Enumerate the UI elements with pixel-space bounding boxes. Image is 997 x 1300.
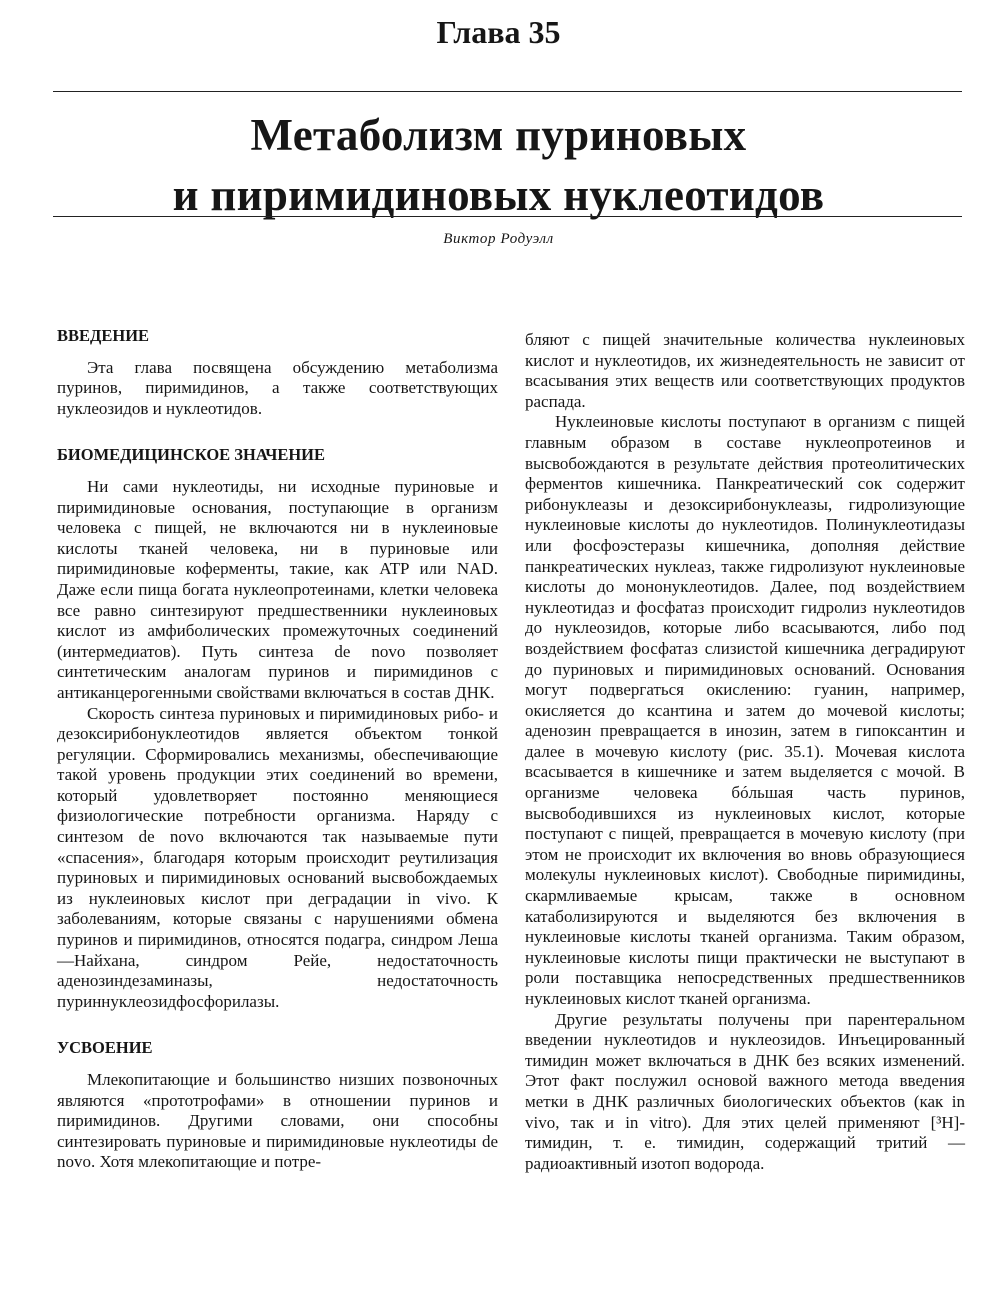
section-heading-biomedical: БИОМЕДИЦИНСКОЕ ЗНАЧЕНИЕ <box>57 445 326 465</box>
absorption-paragraph-2: Нуклеиновые кислоты поступают в организм с пищей главным образом в составе нуклеопротеинов и высвобождаются в результате действия протеолитических ферментов кишечника. Панкреатический сок содержит рибонуклеазы и дезоксирибонуклеазы, гидролизующие нуклеиновые кислоты до нуклеотидов. Полинуклеотидазы или фосфоэстеразы кишечника, дополняя действие панкреатических нуклеаз, также гидролизуют нуклеиновые кислоты до мононуклеотидов. Далее, под воздействием нуклеотидаз и фосфатаз происходит гидролиз нуклеотидов до нуклеозидов, которые либо всасываются, либо под воздействием фосфатаз слизистой кишечника деградируют до пуриновых и пиримидиновых оснований. Основания могут подвергаться окислению: гуанин, например, окисляется до ксантина и затем до мочевой кислоты; аденозин превращается в инозин, затем в гипоксантин и далее в мочевую кислоту (рис. 35.1). Мочевая кислота всасывается в кишечнике и затем выделяется с мочой. В организме человека бóльшая часть пуринов, высвободившихся из нуклеиновых кислот, которые поступают с пищей, превращается в мочевую кислоту (при этом не происходит их включения во вновь образующиеся молекулы нуклеиновых кислот). Свободные пиримидины, скармливаемые крысам, также в основном катаболизируются и выделяются без включения в нуклеиновые кислоты тканей организма. Таким образом, нуклеиновые кислоты пищи практически не выступают в роли поставщика непосредственных предшественников нуклеиновых кислот тканей организма. <box>525 412 965 1008</box>
top-divider <box>53 91 962 92</box>
left-column <box>57 326 498 1173</box>
absorption-paragraph-1-continued: бляют с пищей значительные количества нуклеиновых кислот и нуклеотидов, их жизнедеятельность не зависит от всасывания этих веществ или соответствующих продуктов распада. <box>525 330 965 411</box>
biomedical-paragraph-2: Скорость синтеза пуриновых и пиримидиновых рибо- и дезоксирибонуклеотидов является объектом тонкой регуляции. Сформировались механизмы, обеспечивающие такой уровень продукции этих соединений во времени, который удовлетворяет постоянно меняющиеся физиологические потребности организма. Наряду с синтезом de novo включаются так называемые пути «спасения», благодаря которым происходит реутилизация пуриновых и пиримидиновых оснований высвобождаемых из нуклеиновых кислот при деградации in vivo. К заболеваниям, которые связаны с нарушениями обмена пуринов и пиримидинов, относятся подагра, синдром Леша—Найхана, синдром Рейе, недостаточность аденозиндезаминазы, недостаточность пуриннуклеозидфосфорилазы. <box>57 703 498 1011</box>
chapter-title <box>0 105 997 225</box>
absorption-paragraph-1: Млекопитающие и большинство низших позвоночных являются «прототрофами» в отношении пуринов и пиримидинов. Другими словами, они способны синтезировать пуриновые и пиримидиновые нуклеотиды de novo. Хотя млекопитающие и потре- <box>57 1070 498 1172</box>
bottom-divider <box>53 216 962 217</box>
biomedical-paragraph-1: Ни сами нуклеотиды, ни исходные пуриновые и пиримидиновые основания, поступающие в организм человека с пищей, не включаются ни в нуклеиновые кислоты тканей человека, ни в пуриновые или пиримидиновые коферменты, такие, как ATP или NAD. Даже если пища богата нуклеопротеинами, клетки человека все равно синтезируют предшественники нуклеиновых кислот из амфиболических промежуточных соединений (интермедиатов). Путь синтеза de novo позволяет синтетическим аналогам пуринов и пиримидинов с антиканцерогенными свойствами включаться в состав ДНК. <box>57 476 498 702</box>
section-gap <box>57 1012 498 1038</box>
intro-paragraph: Эта глава посвящена обсуждению метаболизма пуринов, пиримидинов, а также соответствующих нуклеозидов и нуклеотидов. <box>57 357 498 418</box>
section-heading-intro: ВВЕДЕНИЕ <box>57 326 150 345</box>
absorption-paragraph-3: Другие результаты получены при парентеральном введении нуклеотидов и нуклеозидов. Инъецированный тимидин может включаться в ДНК без всяких изменений. Этот факт послужил основой важного метода введения метки в ДНК различных биологических объектов (как in vivo, так и in vitro). Для этих целей применяют [³H]-тимидин, т. е. тимидин, содержащий тритий — радиоактивный изотоп водорода. <box>525 1009 965 1173</box>
title-line-1: Метаболизм пуриновых <box>250 110 747 160</box>
title-line-2: и пиримидиновых нуклеотидов <box>172 170 825 220</box>
section-gap <box>57 419 498 445</box>
chapter-number: Глава 35 <box>436 14 561 50</box>
author-name: Виктор Родуэлл <box>443 231 554 247</box>
right-column <box>525 330 965 1174</box>
section-heading-absorption: УСВОЕНИЕ <box>57 1038 153 1058</box>
